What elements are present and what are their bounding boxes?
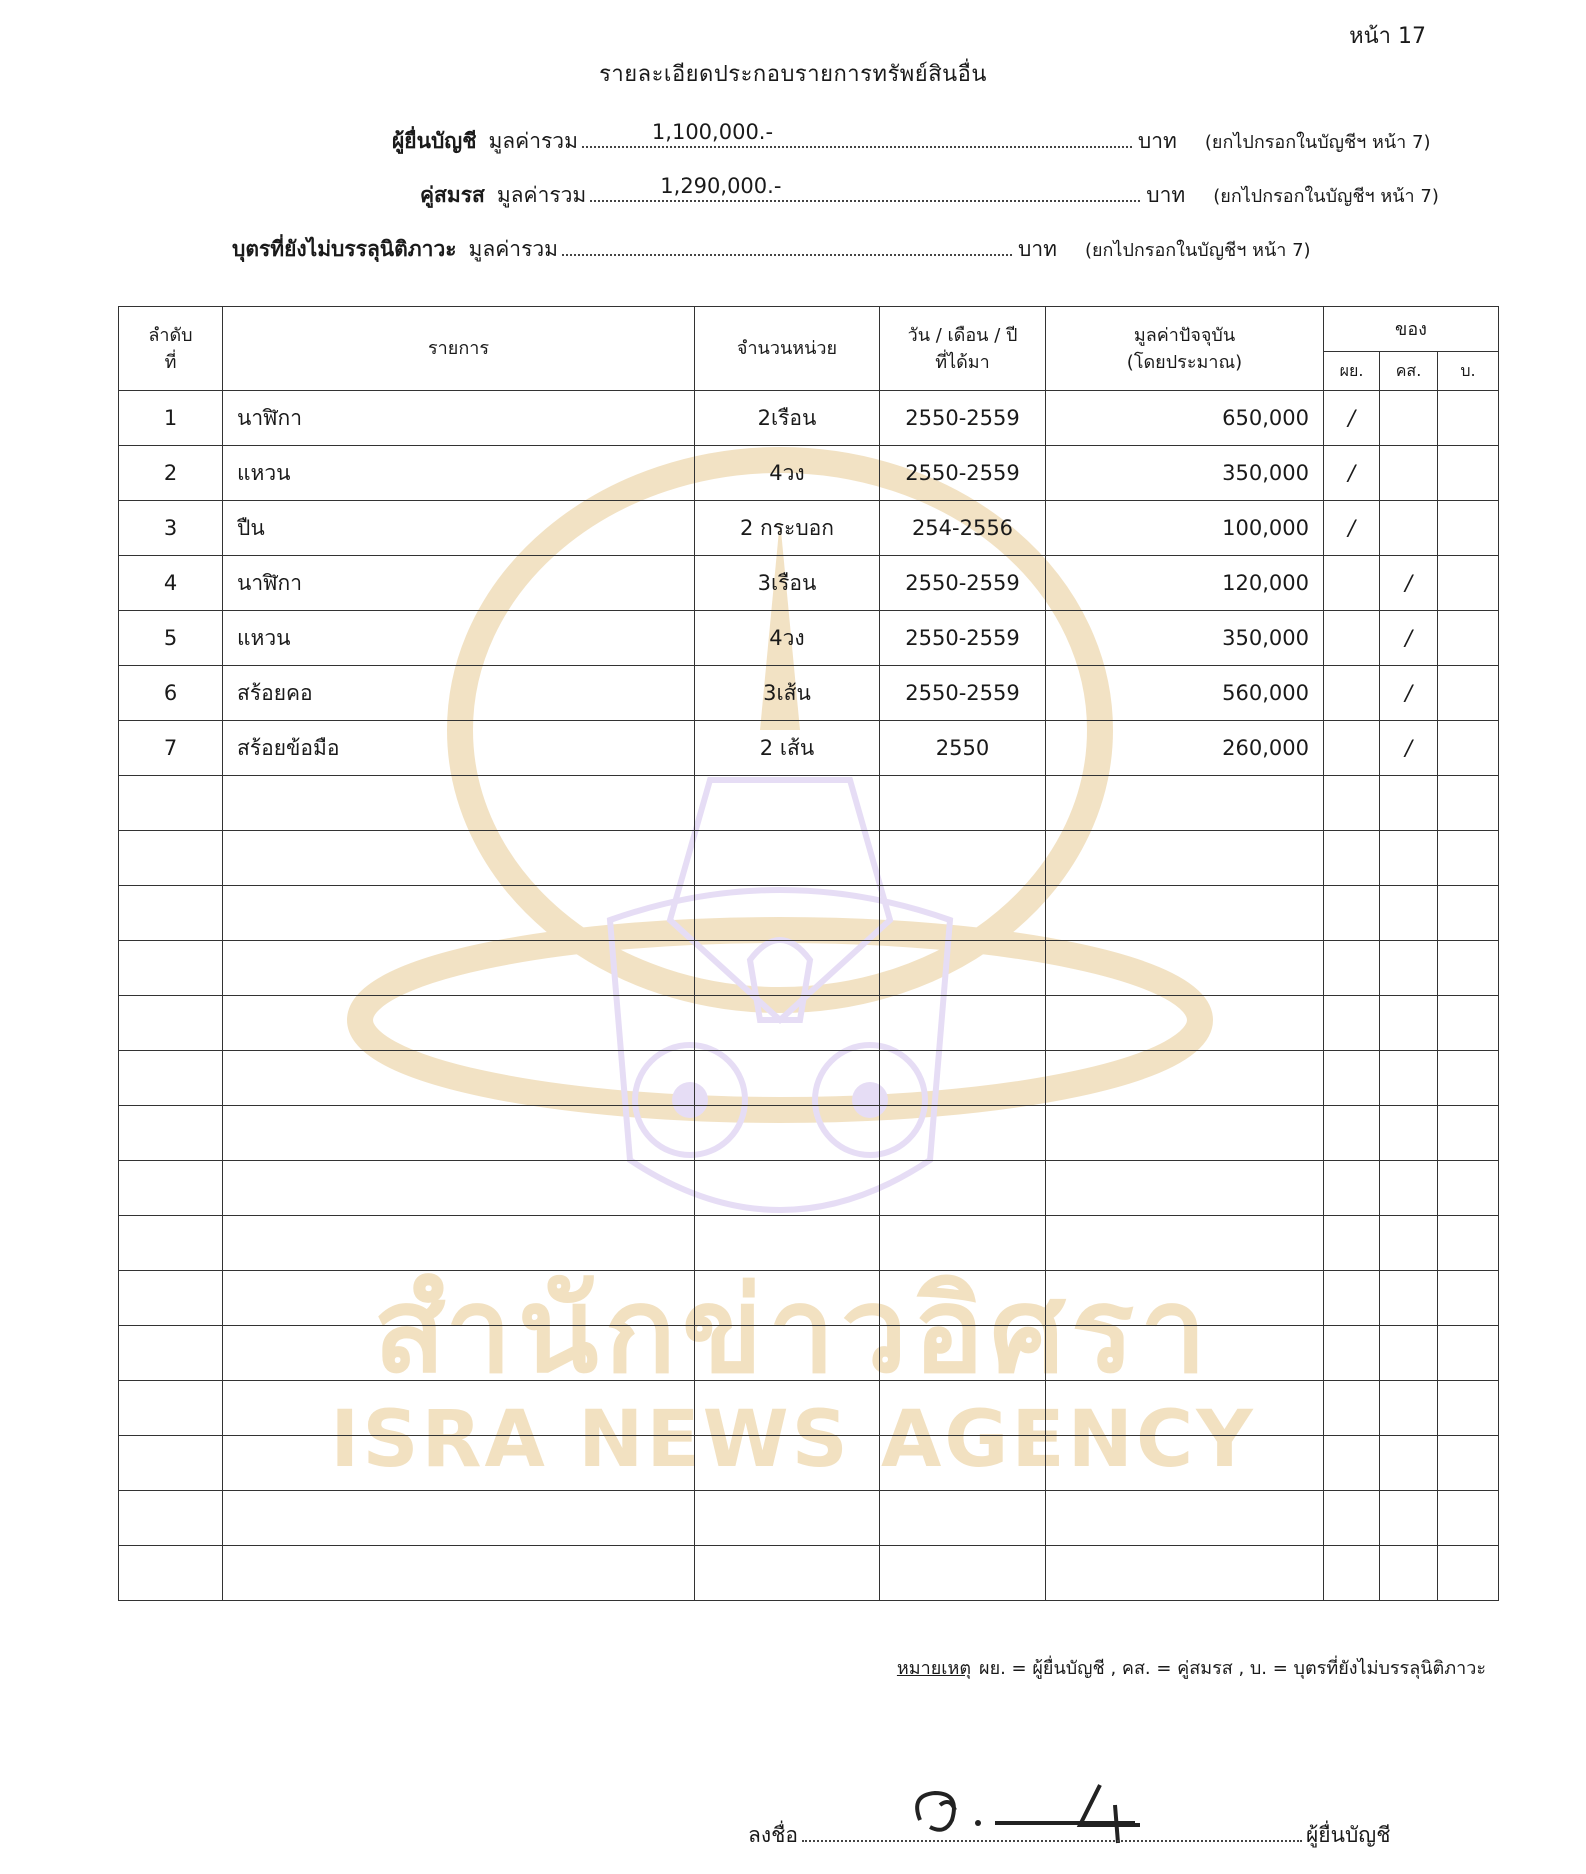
cell-owner-spouse xyxy=(1380,1216,1438,1271)
cell-seq xyxy=(119,776,223,831)
table-header-row xyxy=(119,307,1499,352)
summary-label: มูลค่ารวม xyxy=(496,183,587,207)
summary-note: (ยกไปกรอกในบัญชีฯ หน้า 7) xyxy=(1204,132,1431,153)
table-row-empty xyxy=(119,1106,1499,1161)
cell-date xyxy=(880,1491,1046,1546)
cell-item xyxy=(223,1051,695,1106)
cell-owner-spouse xyxy=(1380,1546,1438,1601)
summary-filer xyxy=(392,120,1431,158)
header-date: วัน / เดือน / ปี ที่ได้มา xyxy=(880,307,1046,391)
cell-owner-filer xyxy=(1324,1436,1380,1491)
cell-seq: 4 xyxy=(119,556,223,611)
cell-owner-filer xyxy=(1324,1546,1380,1601)
cell-seq xyxy=(119,1436,223,1491)
cell-item xyxy=(223,1491,695,1546)
cell-qty: 4วง xyxy=(695,446,880,501)
table-row-empty xyxy=(119,1546,1499,1601)
cell-item: แหวน xyxy=(223,611,695,666)
cell-owner-child xyxy=(1438,1491,1499,1546)
summary-note: (ยกไปกรอกในบัญชีฯ หน้า 7) xyxy=(1084,240,1311,261)
cell-qty xyxy=(695,1216,880,1271)
cell-owner-filer xyxy=(1324,886,1380,941)
cell-owner-spouse xyxy=(1380,1381,1438,1436)
cell-owner-filer xyxy=(1324,1051,1380,1106)
cell-item: สร้อยข้อมือ xyxy=(223,721,695,776)
cell-date: 2550-2559 xyxy=(880,556,1046,611)
summary-child xyxy=(232,232,1311,266)
document-title: รายละเอียดประกอบรายการทรัพย์สินอื่น xyxy=(599,62,987,87)
cell-date xyxy=(880,776,1046,831)
cell-owner-filer xyxy=(1324,556,1380,611)
cell-date xyxy=(880,831,1046,886)
cell-seq: 1 xyxy=(119,391,223,446)
table-row-empty xyxy=(119,996,1499,1051)
cell-seq xyxy=(119,1546,223,1601)
cell-value: 560,000 xyxy=(1046,666,1324,721)
cell-owner-child xyxy=(1438,996,1499,1051)
cell-owner-filer xyxy=(1324,1161,1380,1216)
cell-value xyxy=(1046,1381,1324,1436)
summary-spouse xyxy=(420,174,1439,212)
cell-owner-child xyxy=(1438,501,1499,556)
cell-date: 2550-2559 xyxy=(880,391,1046,446)
cell-value xyxy=(1046,1436,1324,1491)
cell-owner-spouse xyxy=(1380,831,1438,886)
header-owner-spouse: คส. xyxy=(1380,352,1438,391)
cell-owner-spouse xyxy=(1380,391,1438,446)
cell-owner-filer xyxy=(1324,1491,1380,1546)
cell-item xyxy=(223,941,695,996)
cell-owner-spouse: / xyxy=(1380,721,1438,776)
cell-owner-child xyxy=(1438,1436,1499,1491)
cell-owner-filer xyxy=(1324,941,1380,996)
cell-qty: 4วง xyxy=(695,611,880,666)
header-qty: จำนวนหน่วย xyxy=(695,307,880,391)
cell-date xyxy=(880,1546,1046,1601)
table-row-empty xyxy=(119,1381,1499,1436)
cell-owner-filer: / xyxy=(1324,446,1380,501)
cell-item: นาฬิกา xyxy=(223,556,695,611)
cell-seq: 3 xyxy=(119,501,223,556)
table-row-empty xyxy=(119,831,1499,886)
table-row xyxy=(119,611,1499,666)
summary-value: 1,290,000.- xyxy=(660,174,782,198)
cell-qty xyxy=(695,776,880,831)
cell-owner-filer xyxy=(1324,721,1380,776)
cell-value: 650,000 xyxy=(1046,391,1324,446)
table-row-empty xyxy=(119,1436,1499,1491)
table-row xyxy=(119,501,1499,556)
cell-owner-filer xyxy=(1324,1326,1380,1381)
header-item: รายการ xyxy=(223,307,695,391)
cell-owner-child xyxy=(1438,1051,1499,1106)
cell-owner-child xyxy=(1438,1381,1499,1436)
cell-value xyxy=(1046,1106,1324,1161)
summary-unit: บาท xyxy=(1137,129,1177,153)
table-body xyxy=(119,391,1499,1601)
cell-owner-filer xyxy=(1324,996,1380,1051)
cell-item xyxy=(223,996,695,1051)
cell-owner-child xyxy=(1438,1271,1499,1326)
cell-item: สร้อยคอ xyxy=(223,666,695,721)
table-row xyxy=(119,556,1499,611)
cell-value xyxy=(1046,1326,1324,1381)
cell-value: 120,000 xyxy=(1046,556,1324,611)
remark xyxy=(897,1653,1486,1682)
remark-text: ผย. = ผู้ยื่นบัญชี , คส. = คู่สมรส , บ. = บุตรที่ยังไม่บรรลุนิติภาวะ xyxy=(979,1658,1486,1679)
table-row-empty xyxy=(119,886,1499,941)
cell-seq xyxy=(119,1381,223,1436)
cell-owner-child xyxy=(1438,1161,1499,1216)
summary-value-line xyxy=(590,174,1140,202)
cell-value: 350,000 xyxy=(1046,446,1324,501)
cell-item xyxy=(223,1271,695,1326)
table-row-empty xyxy=(119,1271,1499,1326)
cell-owner-child xyxy=(1438,1106,1499,1161)
cell-item xyxy=(223,1161,695,1216)
cell-seq xyxy=(119,886,223,941)
cell-item xyxy=(223,1326,695,1381)
cell-seq xyxy=(119,1106,223,1161)
cell-owner-child xyxy=(1438,941,1499,996)
cell-qty: 2 กระบอก xyxy=(695,501,880,556)
cell-qty xyxy=(695,886,880,941)
header-owner-filer: ผย. xyxy=(1324,352,1380,391)
cell-qty xyxy=(695,1051,880,1106)
cell-qty: 2 เส้น xyxy=(695,721,880,776)
cell-value xyxy=(1046,1216,1324,1271)
cell-owner-child xyxy=(1438,1326,1499,1381)
cell-qty xyxy=(695,1326,880,1381)
cell-owner-filer xyxy=(1324,611,1380,666)
cell-owner-spouse xyxy=(1380,501,1438,556)
cell-item: ปืน xyxy=(223,501,695,556)
cell-value xyxy=(1046,1546,1324,1601)
cell-owner-child xyxy=(1438,556,1499,611)
summary-unit: บาท xyxy=(1146,183,1186,207)
cell-owner-filer xyxy=(1324,666,1380,721)
signature-label: ลงชื่อ xyxy=(748,1823,798,1847)
cell-date xyxy=(880,1326,1046,1381)
summary-label: มูลค่ารวม xyxy=(488,129,578,153)
cell-qty: 3เรือน xyxy=(695,556,880,611)
cell-seq xyxy=(119,1216,223,1271)
cell-owner-spouse xyxy=(1380,1161,1438,1216)
cell-value xyxy=(1046,1491,1324,1546)
cell-seq xyxy=(119,831,223,886)
header-owner: ของ xyxy=(1324,307,1499,352)
cell-qty xyxy=(695,941,880,996)
cell-owner-filer: / xyxy=(1324,501,1380,556)
cell-value xyxy=(1046,1051,1324,1106)
cell-value xyxy=(1046,831,1324,886)
cell-date xyxy=(880,1271,1046,1326)
cell-item xyxy=(223,1436,695,1491)
cell-owner-spouse: / xyxy=(1380,666,1438,721)
cell-owner-child xyxy=(1438,446,1499,501)
cell-owner-spouse xyxy=(1380,446,1438,501)
cell-seq xyxy=(119,1271,223,1326)
cell-item xyxy=(223,1546,695,1601)
table-row xyxy=(119,446,1499,501)
cell-qty xyxy=(695,1161,880,1216)
header-value: มูลค่าปัจจุบัน (โดยประมาณ) xyxy=(1046,307,1324,391)
cell-date xyxy=(880,1051,1046,1106)
cell-seq: 6 xyxy=(119,666,223,721)
asset-table xyxy=(118,306,1499,1601)
cell-date: 2550-2559 xyxy=(880,611,1046,666)
table-row xyxy=(119,721,1499,776)
cell-seq: 2 xyxy=(119,446,223,501)
cell-date xyxy=(880,1106,1046,1161)
signature-row xyxy=(748,1818,1390,1852)
page-number: หน้า 17 xyxy=(1349,24,1426,49)
cell-qty xyxy=(695,1436,880,1491)
cell-seq xyxy=(119,1491,223,1546)
cell-date xyxy=(880,941,1046,996)
table-row-empty xyxy=(119,1161,1499,1216)
cell-date xyxy=(880,1216,1046,1271)
cell-owner-child xyxy=(1438,776,1499,831)
signature-role: ผู้ยื่นบัญชี xyxy=(1306,1823,1391,1847)
summary-value-line xyxy=(562,232,1012,256)
cell-owner-spouse xyxy=(1380,1491,1438,1546)
signature-line xyxy=(802,1818,1302,1842)
cell-owner-filer xyxy=(1324,776,1380,831)
cell-owner-child xyxy=(1438,1546,1499,1601)
table-row-empty xyxy=(119,1051,1499,1106)
cell-date xyxy=(880,996,1046,1051)
cell-date xyxy=(880,1436,1046,1491)
summary-who: คู่สมรส xyxy=(420,183,485,207)
cell-value xyxy=(1046,996,1324,1051)
cell-value: 260,000 xyxy=(1046,721,1324,776)
cell-owner-child xyxy=(1438,391,1499,446)
cell-seq xyxy=(119,1051,223,1106)
cell-qty: 3เส้น xyxy=(695,666,880,721)
cell-item xyxy=(223,1106,695,1161)
cell-owner-child xyxy=(1438,611,1499,666)
cell-date: 2550-2559 xyxy=(880,666,1046,721)
cell-qty xyxy=(695,1546,880,1601)
cell-date xyxy=(880,1381,1046,1436)
cell-qty xyxy=(695,1271,880,1326)
cell-owner-spouse xyxy=(1380,1051,1438,1106)
table-row xyxy=(119,666,1499,721)
cell-value: 350,000 xyxy=(1046,611,1324,666)
cell-owner-spouse: / xyxy=(1380,556,1438,611)
cell-item xyxy=(223,831,695,886)
cell-date: 254-2556 xyxy=(880,501,1046,556)
cell-value xyxy=(1046,1271,1324,1326)
cell-owner-child xyxy=(1438,886,1499,941)
cell-value xyxy=(1046,1161,1324,1216)
cell-owner-filer: / xyxy=(1324,391,1380,446)
remark-head: หมายเหตุ xyxy=(896,1658,972,1679)
cell-owner-spouse: / xyxy=(1380,611,1438,666)
cell-value xyxy=(1046,941,1324,996)
cell-owner-spouse xyxy=(1380,941,1438,996)
table-row xyxy=(119,391,1499,446)
header-owner-child: บ. xyxy=(1438,352,1499,391)
cell-qty xyxy=(695,831,880,886)
watermark-text-thai: สำนักข่าวอิศรา xyxy=(373,1261,1213,1399)
cell-seq xyxy=(119,996,223,1051)
cell-owner-spouse xyxy=(1380,886,1438,941)
cell-value xyxy=(1046,886,1324,941)
cell-owner-filer xyxy=(1324,1271,1380,1326)
cell-date: 2550 xyxy=(880,721,1046,776)
cell-owner-spouse xyxy=(1380,1436,1438,1491)
table-row-empty xyxy=(119,1216,1499,1271)
cell-qty xyxy=(695,1491,880,1546)
cell-item xyxy=(223,886,695,941)
cell-owner-spouse xyxy=(1380,1271,1438,1326)
summary-who: ผู้ยื่นบัญชี xyxy=(392,129,477,153)
cell-owner-filer xyxy=(1324,1216,1380,1271)
summary-unit: บาท xyxy=(1017,237,1057,261)
cell-item: นาฬิกา xyxy=(223,391,695,446)
cell-qty xyxy=(695,996,880,1051)
cell-qty: 2เรือน xyxy=(695,391,880,446)
cell-owner-child xyxy=(1438,831,1499,886)
cell-item xyxy=(223,776,695,831)
summary-value: 1,100,000.- xyxy=(651,120,774,144)
cell-owner-spouse xyxy=(1380,1326,1438,1381)
summary-label: มูลค่ารวม xyxy=(468,237,558,261)
cell-seq xyxy=(119,941,223,996)
table-row-empty xyxy=(119,1326,1499,1381)
cell-value xyxy=(1046,776,1324,831)
cell-item xyxy=(223,1216,695,1271)
cell-owner-filer xyxy=(1324,831,1380,886)
cell-value: 100,000 xyxy=(1046,501,1324,556)
cell-seq xyxy=(119,1161,223,1216)
cell-owner-child xyxy=(1438,1216,1499,1271)
header-seq: ลำดับ ที่ xyxy=(119,307,223,391)
table-row-empty xyxy=(119,776,1499,831)
cell-seq: 5 xyxy=(119,611,223,666)
cell-date xyxy=(880,1161,1046,1216)
cell-date: 2550-2559 xyxy=(880,446,1046,501)
cell-owner-child xyxy=(1438,666,1499,721)
cell-owner-filer xyxy=(1324,1381,1380,1436)
cell-qty xyxy=(695,1106,880,1161)
cell-owner-spouse xyxy=(1380,996,1438,1051)
cell-item xyxy=(223,1381,695,1436)
cell-owner-spouse xyxy=(1380,776,1438,831)
cell-qty xyxy=(695,1381,880,1436)
summary-value-line xyxy=(582,120,1132,148)
cell-seq xyxy=(119,1326,223,1381)
cell-date xyxy=(880,886,1046,941)
cell-owner-child xyxy=(1438,721,1499,776)
cell-item: แหวน xyxy=(223,446,695,501)
table-row-empty xyxy=(119,941,1499,996)
cell-owner-filer xyxy=(1324,1106,1380,1161)
summary-note: (ยกไปกรอกในบัญชีฯ หน้า 7) xyxy=(1213,186,1439,207)
cell-owner-spouse xyxy=(1380,1106,1438,1161)
summary-who: บุตรที่ยังไม่บรรลุนิติภาวะ xyxy=(232,237,457,261)
cell-seq: 7 xyxy=(119,721,223,776)
table-row-empty xyxy=(119,1491,1499,1546)
watermark-text-english: ISRA NEWS AGENCY xyxy=(330,1395,1256,1485)
